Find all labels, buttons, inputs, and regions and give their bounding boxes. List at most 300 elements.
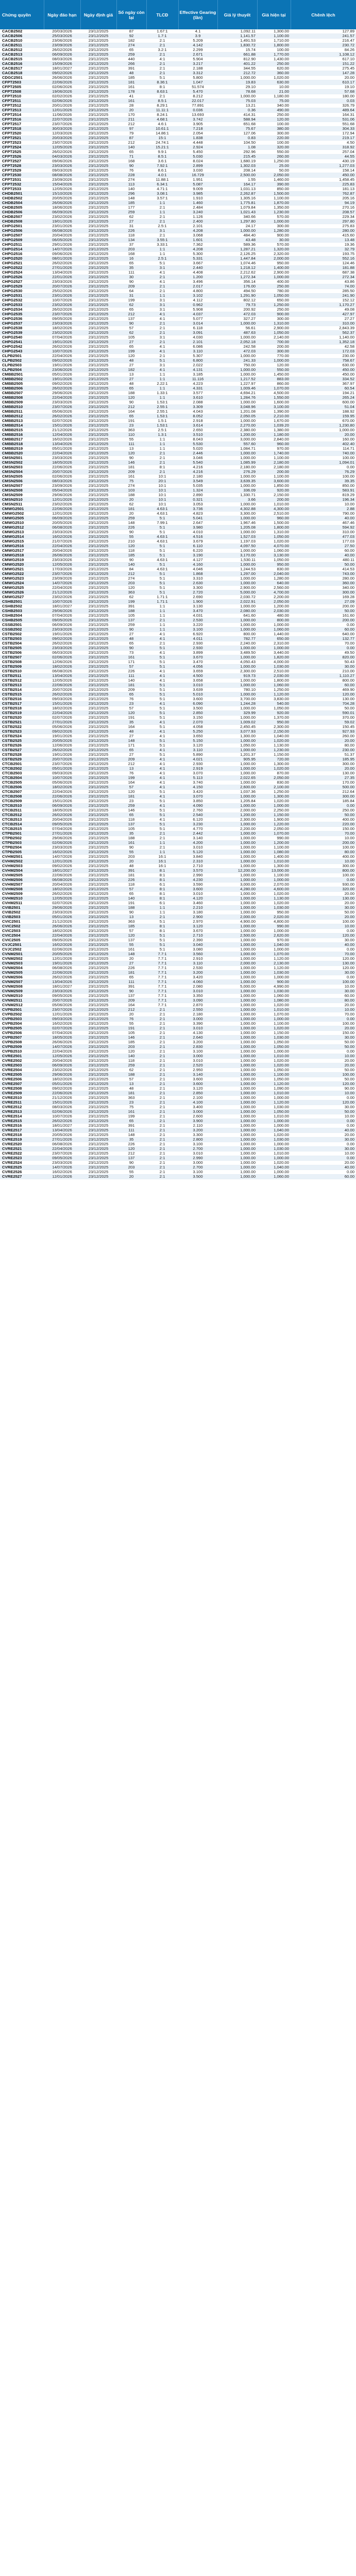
maturity-date-cell: 22/06/2026 bbox=[44, 507, 80, 512]
days-remaining-cell: 62 bbox=[116, 595, 146, 600]
warrant-code-cell: CTCB2503 bbox=[0, 771, 44, 776]
theoretical-price-cell: 1,000.00 bbox=[217, 855, 257, 859]
valuation-date-cell: 23/12/2025 bbox=[80, 85, 116, 90]
maturity-date-cell: 23/02/2026 bbox=[44, 215, 80, 219]
difference-cell: 0.00 bbox=[291, 646, 356, 651]
current-price-cell: 2,560.00 bbox=[257, 586, 291, 590]
valuation-date-cell: 23/12/2025 bbox=[80, 674, 116, 679]
maturity-date-cell: 19/01/2026 bbox=[44, 961, 80, 966]
conversion-ratio-cell: 1:1 bbox=[146, 252, 178, 257]
days-remaining-cell: 171 bbox=[116, 660, 146, 665]
warrant-code-cell: CVNM2504 bbox=[0, 966, 44, 971]
days-remaining-cell: 62 bbox=[116, 215, 146, 219]
theoretical-price-cell: 905.95 bbox=[217, 757, 257, 762]
table-row bbox=[0, 961, 356, 966]
table-row bbox=[0, 818, 356, 822]
warrant-code-cell: CMBB2505 bbox=[0, 382, 44, 386]
maturity-date-cell: 23/03/2026 bbox=[44, 280, 80, 284]
maturity-date-cell: 22/04/2026 bbox=[44, 544, 80, 549]
days-remaining-cell: 203 bbox=[116, 855, 146, 859]
difference-cell: 164.31 bbox=[291, 113, 356, 117]
effective-gearing-cell: 5.540 bbox=[178, 461, 217, 465]
theoretical-price-cell: 2,600.00 bbox=[217, 785, 257, 790]
warrant-code-cell: CVIC2503 bbox=[0, 929, 44, 934]
valuation-date-cell: 23/12/2025 bbox=[80, 595, 116, 600]
valuation-date-cell: 23/12/2025 bbox=[80, 614, 116, 618]
theoretical-price-cell: 1,000.00 bbox=[217, 896, 257, 901]
maturity-date-cell: 22/04/2026 bbox=[44, 1049, 80, 1054]
difference-cell: 1,108.12 bbox=[291, 53, 356, 57]
valuation-date-cell: 23/12/2025 bbox=[80, 530, 116, 535]
difference-cell: 367.97 bbox=[291, 382, 356, 386]
effective-gearing-cell: 3.200 bbox=[178, 1128, 217, 1133]
difference-cell: 4.50 bbox=[291, 141, 356, 145]
valuation-date-cell: 23/12/2025 bbox=[80, 896, 116, 901]
current-price-cell: 1,000.00 bbox=[257, 646, 291, 651]
current-price-cell: 2,130.00 bbox=[257, 961, 291, 966]
valuation-date-cell: 23/12/2025 bbox=[80, 1045, 116, 1049]
difference-cell: 10.00 bbox=[291, 1114, 356, 1119]
conversion-ratio-cell: 2:1 bbox=[146, 461, 178, 465]
valuation-date-cell: 23/12/2025 bbox=[80, 470, 116, 474]
difference-cell: 743.00 bbox=[291, 572, 356, 577]
warrant-code-cell: CVRE2509 bbox=[0, 1091, 44, 1096]
conversion-ratio-cell: 2:1 bbox=[146, 1133, 178, 1138]
effective-gearing-cell: 3.670 bbox=[178, 929, 217, 934]
difference-cell: 687.38 bbox=[291, 270, 356, 275]
current-price-cell: 1,030.00 bbox=[257, 1147, 291, 1151]
difference-cell: 219.17 bbox=[291, 136, 356, 141]
table-row bbox=[0, 29, 356, 34]
conversion-ratio-cell: 7.7:1 bbox=[146, 971, 178, 975]
conversion-ratio-cell: 4:1 bbox=[146, 771, 178, 776]
valuation-date-cell: 23/12/2025 bbox=[80, 943, 116, 947]
maturity-date-cell: 22/06/2026 bbox=[44, 465, 80, 470]
theoretical-price-cell: 1,000.00 bbox=[217, 623, 257, 628]
maturity-date-cell: 09/03/2026 bbox=[44, 168, 80, 173]
conversion-ratio-cell: 8.6:1 bbox=[146, 168, 178, 173]
valuation-date-cell: 23/12/2025 bbox=[80, 1073, 116, 1077]
current-price-cell: 1,020.00 bbox=[257, 76, 291, 80]
effective-gearing-cell: 3.010 bbox=[178, 1059, 217, 1063]
maturity-date-cell: 29/06/2026 bbox=[44, 391, 80, 396]
difference-cell: 90.00 bbox=[291, 1087, 356, 1091]
days-remaining-cell: 181 bbox=[116, 465, 146, 470]
difference-cell: 230.72 bbox=[291, 43, 356, 48]
effective-gearing-cell: 3.200 bbox=[178, 1040, 217, 1045]
theoretical-price-cell: 1,000.00 bbox=[217, 1110, 257, 1114]
maturity-date-cell: 12/01/2026 bbox=[44, 498, 80, 502]
maturity-date-cell: 16/02/2026 bbox=[44, 1022, 80, 1026]
table-row bbox=[0, 437, 356, 442]
effective-gearing-cell: 2.520 bbox=[178, 1063, 217, 1068]
warrant-code-cell: CSTB2502 bbox=[0, 632, 44, 637]
warrant-code-cell: CFPT2530 bbox=[0, 173, 44, 178]
valuation-date-cell: 23/12/2025 bbox=[80, 145, 116, 150]
conversion-ratio-cell: 6:1 bbox=[146, 883, 178, 887]
current-price-cell: 1,050.00 bbox=[257, 331, 291, 335]
days-remaining-cell: 48 bbox=[116, 359, 146, 363]
theoretical-price-cell: 1,000.00 bbox=[217, 952, 257, 957]
difference-cell: 20.00 bbox=[291, 433, 356, 437]
theoretical-price-cell: 276.29 bbox=[217, 470, 257, 474]
maturity-date-cell: 05/01/2026 bbox=[44, 915, 80, 920]
table-row bbox=[0, 674, 356, 679]
valuation-date-cell: 23/12/2025 bbox=[80, 122, 116, 127]
maturity-date-cell: 23/02/2026 bbox=[44, 303, 80, 308]
valuation-date-cell: 23/12/2025 bbox=[80, 604, 116, 609]
theoretical-price-cell: 15.74 bbox=[217, 48, 257, 53]
valuation-date-cell: 23/12/2025 bbox=[80, 623, 116, 628]
difference-cell: 120.00 bbox=[291, 1082, 356, 1087]
difference-cell: 181.13 bbox=[291, 187, 356, 192]
conversion-ratio-cell: 5:1 bbox=[146, 665, 178, 669]
valuation-date-cell: 23/12/2025 bbox=[80, 632, 116, 637]
days-remaining-cell: 90 bbox=[116, 456, 146, 461]
maturity-date-cell: 26/02/2026 bbox=[44, 345, 80, 349]
valuation-date-cell: 23/12/2025 bbox=[80, 827, 116, 832]
table-row bbox=[0, 331, 356, 335]
table-row bbox=[0, 1073, 356, 1077]
effective-gearing-cell: 2.850 bbox=[178, 711, 217, 716]
difference-cell: 44.55 bbox=[291, 155, 356, 159]
current-price-cell: 25.00 bbox=[257, 164, 291, 168]
conversion-ratio-cell: 3:1 bbox=[146, 303, 178, 308]
warrant-code-cell: CMSN2511 bbox=[0, 502, 44, 507]
effective-gearing-cell: 4.056 bbox=[178, 665, 217, 669]
warrant-code-cell: CTCB2515 bbox=[0, 827, 44, 832]
days-remaining-cell: 188 bbox=[116, 391, 146, 396]
warrant-table-container bbox=[0, 0, 356, 1179]
difference-cell: 70.00 bbox=[291, 952, 356, 957]
valuation-date-cell: 23/12/2025 bbox=[80, 465, 116, 470]
days-remaining-cell: 27 bbox=[116, 363, 146, 368]
current-price-cell: 2,070.00 bbox=[257, 883, 291, 887]
effective-gearing-cell: 3.000 bbox=[178, 1110, 217, 1114]
table-row bbox=[0, 878, 356, 883]
difference-cell: 60.00 bbox=[291, 1175, 356, 1179]
current-price-cell: 21.00 bbox=[257, 90, 291, 94]
warrant-code-cell: CDGC2501 bbox=[0, 76, 44, 80]
maturity-date-cell: 09/03/2026 bbox=[44, 771, 80, 776]
difference-cell: 57.68 bbox=[291, 90, 356, 94]
warrant-code-cell: CHDB2504 bbox=[0, 201, 44, 206]
effective-gearing-cell: 3.900 bbox=[178, 1119, 217, 1124]
theoretical-price-cell: 2,022.65 bbox=[217, 776, 257, 781]
conversion-ratio-cell: 5:1 bbox=[146, 920, 178, 924]
effective-gearing-cell: 3.240 bbox=[178, 210, 217, 215]
difference-cell: 185.95 bbox=[291, 757, 356, 762]
current-price-cell: 870.00 bbox=[257, 771, 291, 776]
conversion-ratio-cell: 16:1 bbox=[146, 864, 178, 869]
difference-cell: 10.00 bbox=[291, 1091, 356, 1096]
table-row bbox=[0, 252, 356, 257]
effective-gearing-cell: 3.510 bbox=[178, 433, 217, 437]
valuation-date-cell: 23/12/2025 bbox=[80, 845, 116, 850]
theoretical-price-cell: 3.66 bbox=[217, 498, 257, 502]
theoretical-price-cell: 1,000.00 bbox=[217, 516, 257, 521]
days-remaining-cell: 188 bbox=[116, 609, 146, 614]
table-row bbox=[0, 66, 356, 71]
days-remaining-cell: 55 bbox=[116, 1022, 146, 1026]
table-row bbox=[0, 113, 356, 117]
current-price-cell: 1,020.00 bbox=[257, 1059, 291, 1063]
warrant-code-cell: CMBB2509 bbox=[0, 400, 44, 405]
valuation-date-cell: 23/12/2025 bbox=[80, 294, 116, 298]
conversion-ratio-cell: 3.2:1 bbox=[146, 48, 178, 53]
difference-cell: 275.45 bbox=[291, 66, 356, 71]
header-conversion-ratio: TLCĐ bbox=[146, 0, 178, 29]
theoretical-price-cell: 4,302.88 bbox=[217, 507, 257, 512]
days-remaining-cell: 363 bbox=[116, 1096, 146, 1100]
theoretical-price-cell: 1,000.00 bbox=[217, 577, 257, 581]
days-remaining-cell: 164 bbox=[116, 1003, 146, 1008]
maturity-date-cell: 15/01/2026 bbox=[44, 799, 80, 804]
maturity-date-cell: 20/05/2026 bbox=[44, 739, 80, 743]
effective-gearing-cell: 3.549 bbox=[178, 479, 217, 484]
maturity-date-cell: 21/12/2026 bbox=[44, 428, 80, 433]
current-price-cell: 1,280.00 bbox=[257, 229, 291, 233]
effective-gearing-cell: 3.460 bbox=[178, 901, 217, 906]
difference-cell: 152.12 bbox=[291, 298, 356, 303]
warrant-code-cell: CVNM2507 bbox=[0, 980, 44, 985]
current-price-cell: 570.00 bbox=[257, 215, 291, 219]
maturity-date-cell: 09/02/2026 bbox=[44, 1087, 80, 1091]
effective-gearing-cell: 3.610 bbox=[178, 396, 217, 400]
theoretical-price-cell: 1,000.00 bbox=[217, 1068, 257, 1073]
warrant-code-cell: CMWG2522 bbox=[0, 572, 44, 577]
valuation-date-cell: 23/12/2025 bbox=[80, 794, 116, 799]
conversion-ratio-cell: 5:1 bbox=[146, 590, 178, 595]
effective-gearing-cell: 2.900 bbox=[178, 915, 217, 920]
maturity-date-cell: 22/04/2026 bbox=[44, 451, 80, 456]
current-price-cell: 1,430.00 bbox=[257, 57, 291, 62]
days-remaining-cell: 164 bbox=[116, 410, 146, 414]
difference-cell: 225.83 bbox=[291, 182, 356, 187]
valuation-date-cell: 23/12/2025 bbox=[80, 1017, 116, 1022]
warrant-code-cell: CVIC2501 bbox=[0, 920, 44, 924]
warrant-code-cell: CVIB2501 bbox=[0, 906, 44, 910]
current-price-cell: 1,010.00 bbox=[257, 1151, 291, 1156]
table-row bbox=[0, 943, 356, 947]
effective-gearing-cell: 4.500 bbox=[178, 674, 217, 679]
valuation-date-cell: 23/12/2025 bbox=[80, 419, 116, 423]
theoretical-price-cell: 1,021.43 bbox=[217, 210, 257, 215]
warrant-code-cell: CVRE2519 bbox=[0, 1138, 44, 1142]
maturity-date-cell: 06/03/2026 bbox=[44, 651, 80, 655]
maturity-date-cell: 09/02/2026 bbox=[44, 864, 80, 869]
days-remaining-cell: 75 bbox=[116, 479, 146, 484]
valuation-date-cell: 23/12/2025 bbox=[80, 929, 116, 934]
difference-cell: 51.37 bbox=[291, 753, 356, 757]
days-remaining-cell: 199 bbox=[116, 1114, 146, 1119]
theoretical-price-cell: 12,200.00 bbox=[217, 869, 257, 873]
maturity-date-cell: 22/04/2026 bbox=[44, 934, 80, 938]
days-remaining-cell: 65 bbox=[116, 414, 146, 419]
current-price-cell: 4,800.00 bbox=[257, 920, 291, 924]
valuation-date-cell: 23/12/2025 bbox=[80, 600, 116, 604]
effective-gearing-cell: 3.091 bbox=[178, 331, 217, 335]
difference-cell: 20.00 bbox=[291, 1003, 356, 1008]
theoretical-price-cell: 1,297.00 bbox=[217, 572, 257, 577]
conversion-ratio-cell: 8:1 bbox=[146, 924, 178, 929]
effective-gearing-cell: 4.100 bbox=[178, 1100, 217, 1105]
maturity-date-cell: 26/02/2026 bbox=[44, 641, 80, 646]
effective-gearing-cell: 3.150 bbox=[178, 716, 217, 720]
maturity-date-cell: 22/06/2026 bbox=[44, 873, 80, 878]
current-price-cell: 1,130.00 bbox=[257, 743, 291, 748]
theoretical-price-cell: 1,775.81 bbox=[217, 201, 257, 206]
conversion-ratio-cell: 3.08:1 bbox=[146, 192, 178, 196]
effective-gearing-cell: 11.116 bbox=[178, 377, 217, 382]
days-remaining-cell: 92 bbox=[116, 34, 146, 39]
effective-gearing-cell: 4.823 bbox=[178, 512, 217, 516]
effective-gearing-cell: 4.030 bbox=[178, 335, 217, 340]
theoretical-price-cell: 3,000.00 bbox=[217, 883, 257, 887]
maturity-date-cell: 16/02/2026 bbox=[44, 850, 80, 855]
current-price-cell: 1,050.00 bbox=[257, 558, 291, 563]
table-row bbox=[0, 669, 356, 674]
difference-cell: 100.00 bbox=[291, 1022, 356, 1026]
theoretical-price-cell: 1,000.00 bbox=[217, 1036, 257, 1040]
warrant-code-cell: CSTB2518 bbox=[0, 706, 44, 711]
valuation-date-cell: 23/12/2025 bbox=[80, 99, 116, 104]
valuation-date-cell: 23/12/2025 bbox=[80, 34, 116, 39]
table-row bbox=[0, 998, 356, 1003]
warrant-code-cell: CMWG2502 bbox=[0, 512, 44, 516]
theoretical-price-cell: 2,126.25 bbox=[217, 252, 257, 257]
valuation-date-cell: 23/12/2025 bbox=[80, 1142, 116, 1147]
conversion-ratio-cell: 4:1 bbox=[146, 312, 178, 317]
theoretical-price-cell: 2,900.00 bbox=[217, 586, 257, 590]
days-remaining-cell: 363 bbox=[116, 590, 146, 595]
current-price-cell: 1,010.00 bbox=[257, 1054, 291, 1059]
table-row bbox=[0, 720, 356, 725]
current-price-cell: 1,020.00 bbox=[257, 1161, 291, 1165]
table-row bbox=[0, 1059, 356, 1063]
current-price-cell: 300.00 bbox=[257, 349, 291, 354]
theoretical-price-cell: 1,000.00 bbox=[217, 76, 257, 80]
days-remaining-cell: 65 bbox=[116, 1119, 146, 1124]
conversion-ratio-cell: 1.71:1 bbox=[146, 595, 178, 600]
valuation-date-cell: 23/12/2025 bbox=[80, 442, 116, 447]
table-row bbox=[0, 1133, 356, 1138]
valuation-date-cell: 23/12/2025 bbox=[80, 1091, 116, 1096]
days-remaining-cell: 209 bbox=[116, 470, 146, 474]
warrant-code-cell: CMBB2514 bbox=[0, 423, 44, 428]
theoretical-price-cell: 1,000.00 bbox=[217, 804, 257, 808]
theoretical-price-cell: 1,000.00 bbox=[217, 832, 257, 836]
days-remaining-cell: 391 bbox=[116, 869, 146, 873]
current-price-cell: 1,030.00 bbox=[257, 1138, 291, 1142]
maturity-date-cell: 09/02/2026 bbox=[44, 382, 80, 386]
current-price-cell: 1,710.00 bbox=[257, 39, 291, 43]
days-remaining-cell: 259 bbox=[116, 516, 146, 521]
maturity-date-cell: 12/06/2026 bbox=[44, 743, 80, 748]
maturity-date-cell: 02/07/2026 bbox=[44, 1026, 80, 1031]
warrant-code-cell: CMSN2505 bbox=[0, 474, 44, 479]
warrant-code-cell: CSTB2519 bbox=[0, 711, 44, 716]
days-remaining-cell: 13 bbox=[116, 767, 146, 771]
conversion-ratio-cell: 3.33:1 bbox=[146, 243, 178, 247]
current-price-cell: 1,010.00 bbox=[257, 859, 291, 864]
table-row bbox=[0, 173, 356, 178]
current-price-cell: 1,000.00 bbox=[257, 1049, 291, 1054]
valuation-date-cell: 23/12/2025 bbox=[80, 215, 116, 219]
days-remaining-cell: 182 bbox=[116, 39, 146, 43]
theoretical-price-cell: 1,000.00 bbox=[217, 474, 257, 479]
current-price-cell: 250.00 bbox=[257, 284, 291, 289]
valuation-date-cell: 23/12/2025 bbox=[80, 335, 116, 340]
effective-gearing-cell: 1.951 bbox=[178, 178, 217, 182]
current-price-cell: 50.00 bbox=[257, 168, 291, 173]
maturity-date-cell: 20/05/2026 bbox=[44, 1133, 80, 1138]
valuation-date-cell: 23/12/2025 bbox=[80, 521, 116, 526]
current-price-cell: 1,130.00 bbox=[257, 896, 291, 901]
conversion-ratio-cell: 2:1 bbox=[146, 1161, 178, 1165]
difference-cell: 10.00 bbox=[291, 859, 356, 864]
difference-cell: 300.00 bbox=[291, 794, 356, 799]
theoretical-price-cell: 588.94 bbox=[217, 117, 257, 122]
difference-cell: 927.93 bbox=[291, 730, 356, 734]
conversion-ratio-cell: 5:1 bbox=[146, 526, 178, 530]
current-price-cell: 1,000.00 bbox=[257, 359, 291, 363]
maturity-date-cell: 21/07/2026 bbox=[44, 539, 80, 544]
days-remaining-cell: 226 bbox=[116, 229, 146, 233]
maturity-date-cell: 23/03/2026 bbox=[44, 910, 80, 915]
valuation-date-cell: 23/12/2025 bbox=[80, 48, 116, 53]
days-remaining-cell: 118 bbox=[116, 233, 146, 238]
current-price-cell: 120.00 bbox=[257, 117, 291, 122]
difference-cell: 10.00 bbox=[291, 836, 356, 841]
theoretical-price-cell: 3,077.93 bbox=[217, 730, 257, 734]
effective-gearing-cell: 3.000 bbox=[178, 1017, 217, 1022]
difference-cell: 172.03 bbox=[291, 349, 356, 354]
theoretical-price-cell: 812.90 bbox=[217, 57, 257, 62]
current-price-cell: 1,400.00 bbox=[257, 266, 291, 270]
days-remaining-cell: 137 bbox=[116, 938, 146, 943]
current-price-cell: 990.00 bbox=[257, 836, 291, 841]
valuation-date-cell: 23/12/2025 bbox=[80, 590, 116, 595]
valuation-date-cell: 23/12/2025 bbox=[80, 785, 116, 790]
conversion-ratio-cell: 5:1 bbox=[146, 753, 178, 757]
warrant-code-cell: CVRE2520 bbox=[0, 1142, 44, 1147]
current-price-cell: 3,830.00 bbox=[257, 697, 291, 702]
conversion-ratio-cell: 2:1 bbox=[146, 53, 178, 57]
maturity-date-cell: 22/07/2026 bbox=[44, 117, 80, 122]
table-row bbox=[0, 762, 356, 767]
difference-cell: 265.24 bbox=[291, 396, 356, 400]
warrant-code-cell: CSTB2517 bbox=[0, 702, 44, 706]
maturity-date-cell: 29/06/2026 bbox=[44, 493, 80, 498]
conversion-ratio-cell: 4.63:1 bbox=[146, 558, 178, 563]
conversion-ratio-cell: 3.55:1 bbox=[146, 238, 178, 243]
table-row bbox=[0, 567, 356, 572]
effective-gearing-cell: 5.331 bbox=[178, 257, 217, 261]
maturity-date-cell: 05/04/2026 bbox=[44, 488, 80, 493]
maturity-date-cell: 26/02/2026 bbox=[44, 414, 80, 419]
difference-cell: 60.00 bbox=[291, 994, 356, 998]
difference-cell: 640.00 bbox=[291, 632, 356, 637]
conversion-ratio-cell: 4:1 bbox=[146, 702, 178, 706]
theoretical-price-cell: 1,967.46 bbox=[217, 521, 257, 526]
theoretical-price-cell: 1,000.00 bbox=[217, 873, 257, 878]
theoretical-price-cell: 200.92 bbox=[217, 308, 257, 312]
difference-cell: 415.60 bbox=[291, 233, 356, 238]
difference-cell: 40.00 bbox=[291, 943, 356, 947]
difference-cell: 304.33 bbox=[291, 127, 356, 131]
current-price-cell: 340.00 bbox=[257, 104, 291, 108]
